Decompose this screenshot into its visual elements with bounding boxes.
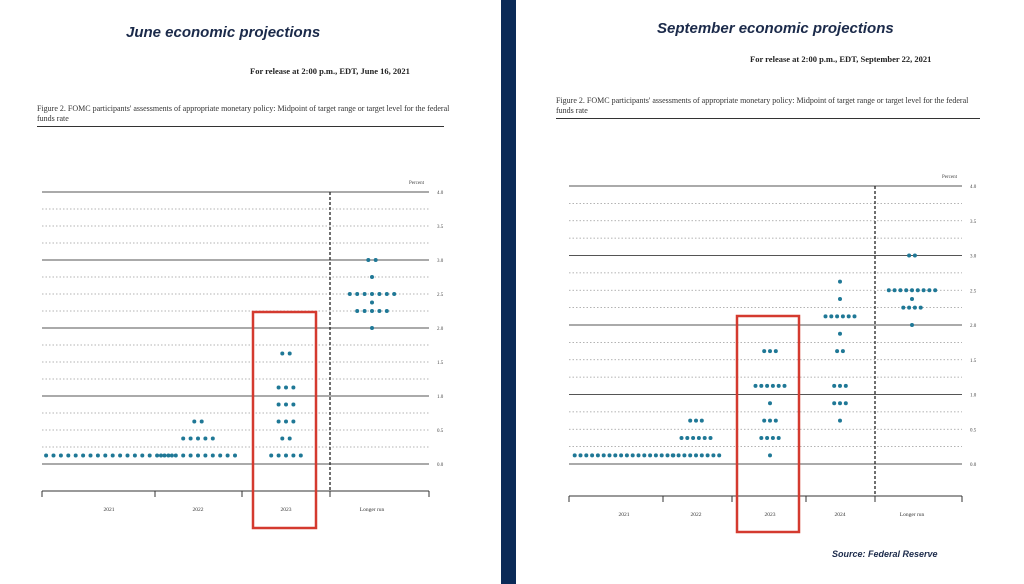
y-tick-label: 0.5 <box>970 428 977 434</box>
participant-dot <box>838 384 842 388</box>
participant-dot <box>901 306 905 310</box>
participant-dot <box>838 419 842 423</box>
participant-dot <box>269 454 273 458</box>
participant-dot <box>654 453 658 457</box>
participant-dot <box>291 454 295 458</box>
unit-label: Percent <box>409 181 424 186</box>
participant-dot <box>74 454 78 458</box>
participant-dot <box>666 453 670 457</box>
participant-dot <box>189 437 193 441</box>
participant-dot <box>777 436 781 440</box>
y-tick-label: 3.0 <box>437 259 444 264</box>
participant-dot <box>59 454 63 458</box>
participant-dot <box>771 384 775 388</box>
participant-dot <box>392 292 396 296</box>
participant-dot <box>133 454 137 458</box>
participant-dot <box>291 403 295 407</box>
participant-dot <box>838 297 842 301</box>
participant-dot <box>196 454 200 458</box>
participant-dot <box>189 454 193 458</box>
participant-dot <box>573 453 577 457</box>
dot-plot-chart <box>516 0 1024 584</box>
participant-dot <box>768 453 772 457</box>
y-tick-label: 4.0 <box>437 191 444 196</box>
y-tick-label: 1.0 <box>970 393 977 399</box>
participant-dot <box>148 454 152 458</box>
participant-dot <box>762 419 766 423</box>
participant-dot <box>96 454 100 458</box>
participant-dot <box>765 436 769 440</box>
participant-dot <box>759 436 763 440</box>
participant-dot <box>709 436 713 440</box>
participant-dot <box>768 419 772 423</box>
participant-dot <box>66 454 70 458</box>
participant-dot <box>777 384 781 388</box>
participant-dot <box>835 349 839 353</box>
participant-dot <box>910 297 914 301</box>
x-category-label: 2023 <box>764 512 776 518</box>
x-category-label: 2021 <box>618 512 630 518</box>
participant-dot <box>590 453 594 457</box>
participant-dot <box>277 386 281 390</box>
participant-dot <box>385 292 389 296</box>
y-tick-label: 1.5 <box>437 361 444 366</box>
highlight-box-2023 <box>253 312 316 528</box>
x-category-label: 2024 <box>834 512 846 518</box>
participant-dot <box>355 309 359 313</box>
y-tick-label: 1.5 <box>970 358 977 364</box>
participant-dot <box>277 420 281 424</box>
participant-dot <box>631 453 635 457</box>
participant-dot <box>832 384 836 388</box>
participant-dot <box>370 275 374 279</box>
participant-dot <box>355 292 359 296</box>
source-note: Source: Federal Reserve <box>832 549 938 559</box>
participant-dot <box>181 454 185 458</box>
release-note: For release at 2:00 p.m., EDT, September 22, 2021 <box>750 54 932 64</box>
figure-caption: Figure 2. FOMC participants' assessments of appropriate monetary policy: Midpoint of target range or target level for the federal funds rate <box>37 104 450 123</box>
participant-dot <box>927 288 931 292</box>
release-note: For release at 2:00 p.m., EDT, June 16, 2021 <box>250 66 410 76</box>
y-tick-label: 0.0 <box>970 463 977 468</box>
participant-dot <box>841 349 845 353</box>
participant-dot <box>280 352 284 356</box>
dot-plot-chart <box>0 0 501 584</box>
participant-dot <box>370 326 374 330</box>
participant-dot <box>363 309 367 313</box>
participant-dot <box>853 314 857 318</box>
participant-dot <box>694 453 698 457</box>
participant-dot <box>916 288 920 292</box>
participant-dot <box>103 454 107 458</box>
participant-dot <box>913 306 917 310</box>
participant-dot <box>847 314 851 318</box>
x-category-label: 2023 <box>280 507 292 513</box>
participant-dot <box>660 453 664 457</box>
september-projections-panel <box>516 0 1024 584</box>
participant-dot <box>893 288 897 292</box>
participant-dot <box>700 419 704 423</box>
participant-dot <box>348 292 352 296</box>
figure-caption: Figure 2. FOMC participants' assessments of appropriate monetary policy: Midpoint of target range or target level for the federal funds rate <box>556 96 969 115</box>
participant-dot <box>291 420 295 424</box>
participant-dot <box>89 454 93 458</box>
participant-dot <box>203 454 207 458</box>
participant-dot <box>759 384 763 388</box>
participant-dot <box>226 454 230 458</box>
participant-dot <box>910 323 914 327</box>
participant-dot <box>608 453 612 457</box>
highlight-box-2023 <box>737 316 799 532</box>
participant-dot <box>824 314 828 318</box>
y-tick-label: 2.5 <box>437 293 444 298</box>
participant-dot <box>613 453 617 457</box>
y-tick-label: 0.5 <box>437 429 444 434</box>
participant-dot <box>841 314 845 318</box>
participant-dot <box>838 280 842 284</box>
participant-dot <box>648 453 652 457</box>
participant-dot <box>700 453 704 457</box>
participant-dot <box>768 349 772 353</box>
participant-dot <box>907 306 911 310</box>
participant-dot <box>181 437 185 441</box>
participant-dot <box>277 403 281 407</box>
y-tick-label: 2.0 <box>437 327 444 332</box>
x-category-label: Longer run <box>359 507 385 513</box>
participant-dot <box>140 454 144 458</box>
participant-dot <box>685 436 689 440</box>
participant-dot <box>783 384 787 388</box>
participant-dot <box>677 453 681 457</box>
participant-dot <box>284 386 288 390</box>
participant-dot <box>118 454 122 458</box>
participant-dot <box>291 386 295 390</box>
participant-dot <box>366 258 370 262</box>
participant-dot <box>155 454 159 458</box>
participant-dot <box>192 420 196 424</box>
x-category-label: 2022 <box>192 507 204 513</box>
participant-dot <box>706 453 710 457</box>
participant-dot <box>284 454 288 458</box>
panel-divider <box>501 0 516 584</box>
participant-dot <box>377 309 381 313</box>
participant-dot <box>768 401 772 405</box>
x-category-label: 2021 <box>103 507 115 513</box>
x-category-label: 2022 <box>690 512 702 518</box>
participant-dot <box>203 437 207 441</box>
participant-dot <box>288 352 292 356</box>
participant-dot <box>377 292 381 296</box>
participant-dot <box>111 454 115 458</box>
participant-dot <box>374 258 378 262</box>
participant-dot <box>363 292 367 296</box>
participant-dot <box>754 384 758 388</box>
participant-dot <box>671 453 675 457</box>
y-tick-label: 2.5 <box>970 289 977 295</box>
participant-dot <box>370 301 374 305</box>
participant-dot <box>211 437 215 441</box>
participant-dot <box>625 453 629 457</box>
participant-dot <box>844 401 848 405</box>
participant-dot <box>166 454 170 458</box>
participant-dot <box>299 454 303 458</box>
participant-dot <box>288 437 292 441</box>
participant-dot <box>887 288 891 292</box>
participant-dot <box>277 454 281 458</box>
participant-dot <box>697 436 701 440</box>
participant-dot <box>52 454 56 458</box>
participant-dot <box>922 288 926 292</box>
y-tick-label: 1.0 <box>437 395 444 400</box>
participant-dot <box>163 454 167 458</box>
participant-dot <box>200 420 204 424</box>
participant-dot <box>904 288 908 292</box>
participant-dot <box>933 288 937 292</box>
participant-dot <box>691 436 695 440</box>
x-category-label: Longer run <box>899 512 925 518</box>
panel-title: June economic projections <box>126 24 321 41</box>
participant-dot <box>907 254 911 258</box>
y-tick-label: 3.0 <box>970 254 977 260</box>
participant-dot <box>370 292 374 296</box>
participant-dot <box>838 332 842 336</box>
participant-dot <box>81 454 85 458</box>
participant-dot <box>196 437 200 441</box>
participant-dot <box>838 401 842 405</box>
participant-dot <box>642 453 646 457</box>
participant-dot <box>637 453 641 457</box>
y-tick-label: 2.0 <box>970 324 977 329</box>
participant-dot <box>774 349 778 353</box>
y-tick-label: 0.0 <box>437 463 444 468</box>
participant-dot <box>829 314 833 318</box>
participant-dot <box>370 309 374 313</box>
participant-dot <box>694 419 698 423</box>
participant-dot <box>280 437 284 441</box>
y-tick-label: 3.5 <box>970 219 977 225</box>
participant-dot <box>680 436 684 440</box>
participant-dot <box>174 454 178 458</box>
participant-dot <box>913 254 917 258</box>
participant-dot <box>44 454 48 458</box>
participant-dot <box>771 436 775 440</box>
participant-dot <box>602 453 606 457</box>
participant-dot <box>898 288 902 292</box>
participant-dot <box>844 384 848 388</box>
participant-dot <box>910 288 914 292</box>
participant-dot <box>126 454 130 458</box>
participant-dot <box>284 403 288 407</box>
participant-dot <box>688 453 692 457</box>
participant-dot <box>688 419 692 423</box>
participant-dot <box>762 349 766 353</box>
participant-dot <box>218 454 222 458</box>
participant-dot <box>835 314 839 318</box>
participant-dot <box>717 453 721 457</box>
participant-dot <box>682 453 686 457</box>
participant-dot <box>832 401 836 405</box>
participant-dot <box>774 419 778 423</box>
y-tick-label: 4.0 <box>970 185 977 190</box>
participant-dot <box>284 420 288 424</box>
panel-title: September economic projections <box>657 20 894 37</box>
participant-dot <box>765 384 769 388</box>
participant-dot <box>159 454 163 458</box>
participant-dot <box>579 453 583 457</box>
participant-dot <box>703 436 707 440</box>
participant-dot <box>170 454 174 458</box>
june-projections-panel <box>0 0 501 584</box>
y-tick-label: 3.5 <box>437 225 444 230</box>
unit-label: Percent <box>942 175 957 180</box>
participant-dot <box>619 453 623 457</box>
participant-dot <box>385 309 389 313</box>
participant-dot <box>584 453 588 457</box>
participant-dot <box>596 453 600 457</box>
participant-dot <box>711 453 715 457</box>
participant-dot <box>233 454 237 458</box>
participant-dot <box>919 306 923 310</box>
participant-dot <box>211 454 215 458</box>
